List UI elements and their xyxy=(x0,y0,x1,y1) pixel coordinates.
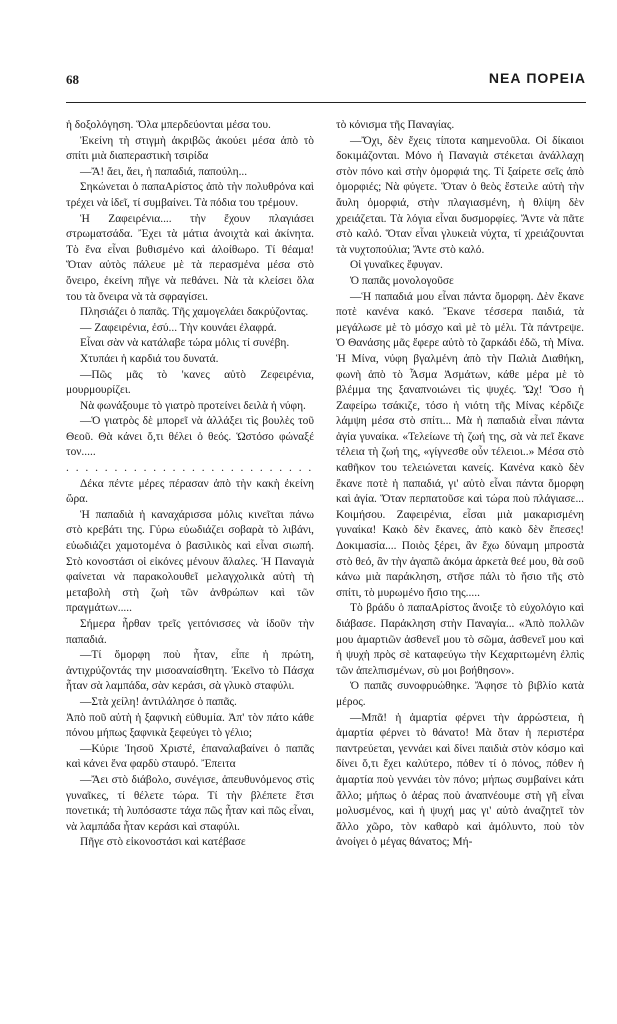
paragraph: —Τί ὄμορφη ποὺ ἦταν, εἶπε ἡ πρώτη, ἀντιχρύζοντάς την μισοαναίσθητη. Ἐκεῖνο τὸ Πάσχα ἦταν σὰ λαμπάδα, σὰν κεράσι, σὰ γλυκὸ σταφύλι. xyxy=(66,649,314,693)
paragraph: τὸ κόνισμα τῆς Παναγίας. xyxy=(336,119,455,131)
right-column xyxy=(336,118,584,1008)
paragraph: Σήμερα ἦρθαν τρεῖς γειτόνισσες νὰ ἰδοῦν τὴν παπαδιά. xyxy=(66,618,314,646)
left-column xyxy=(66,118,314,1008)
paragraph: —Ἡ παπαδιά μου εἶναι πάντα ὄμορφη. Δὲν ἔκανε ποτὲ κανένα κακό. Ἔκανε τέσσερα παιδιά, τὰ μεγάλωσε μὲ τὸ μόσχο καὶ μὲ τὸ μέλι. Τὰ πάντρεψε. Ὁ Θανάσης μᾶς ἔφερε αὐτὸ τὸ ζαρκάδι ἐδῶ, τὴ Μίνα. Ἡ Μίνα, νύφη βγαλμένη ἀπὸ τὴν Παλιὰ Διαθήκη, φωνὴ ἀπὸ τὸ Ἆσμα Ἀσμάτων, κάθε μέρα μὲ τὸ βλέμμα της ξαναπνοιώνει τὶς ψυχές. Ὤχ! Ὅσο ἡ Ζαφείρω τσάκιζε, τόσο ἡ νιότη τῆς Μίνας κέρδιζε λάμψη μέσα στὸ σπίτι... Μὰ ἡ παπαδιὰ εἶναι πάντα ἁγία γυναίκα. «Τελείωνε τὴ ζωή της, σὰ νὰ πεῖ ἔκανε τέλεια τὴ ζωή της, «γίγνεσθε οὖν τέλειοι..» Μέσα στὸ καθῆκον του τελειώνεται κανείς. Κανένα κακὸ δὲν ἔκανε ποτὲ ἡ παπαδιά, γι' αὐτὸ εἶναι πάντα ὄμορφη καὶ ἁγία. Ὅταν περπατοῦσε καὶ τώρα ποὺ πλάγιασε... Κοιμήσου. Ζαφειρένια, εἶσαι μιὰ μακαρισμένη γυναίκα! Κακὸ δὲν ἔκανες, ἀπὸ κακὸ δὲν ἔπεσες! Δοκιμασία.... Ποιὸς ξέρει, ἂν ἔχω δύναμη μπροστὰ στὸ θεό, ἂν τὴν ἀγαπῶ ἀκόμα ἀρκετὰ θεέ μου, θὰ σοῦ κάνω μιὰ παράκληση, στῆσε πάλι τὸ ἥσιο τῆς στὸ σπίτι, τὸ μυρωμένο ἥσιο της..... xyxy=(336,290,584,599)
paragraph: —Μπᾶ! ἡ ἁμαρτία φέρνει τὴν ἀρρώστεια, ἡ ἁμαρτία φέρνει τὸ θάνατο! Μὰ ὅταν ἡ περιστέρα παντρεύεται, γεννάει καὶ δίνει παιδιὰ στὸν κόσμο καὶ δίνει ὅ,τι ἔχει καλύτερο, πόθεν τί ὁ πόνος, πόθεν ἡ ἁμαρτία ποὺ γεννάει τὸν πόνο; μήπως συμβαίνει κάτι ἄλλο; μήπως ὁ ἀέρας ποὺ ἀναπνέουμε στὴ γῆ εἶναι μολυσμένος, καὶ ἡ ψυχή μας γι' αὐτὸ ἀναζητεῖ τὸν ἄλλο χῶρο, τὸν καθαρὸ καὶ ἀμόλυντο, ποὺ τὸν ἀνοίγει ὁ μέγας θάνατος; Μή- xyxy=(336,711,584,849)
paragraph: Εἶναι σὰν νὰ κατάλαβε τώρα μόλις τί συνέβη. xyxy=(80,337,290,350)
paragraph: Ἡ Ζαφειρένια.... τὴν ἔχουν πλαγιάσει στρωματσάδα. Ἔχει τὰ μάτια ἀνοιχτὰ καὶ ἀκίνητα. Τὸ ἕνα εἶναι βυθισμένο καὶ ἀλοίθωρο. Τί θέαμα! Ὅταν αὐτὸς πάλευε μὲ τὰ περασμένα μέσα στὸ ὄνειρο, ἐκείνη πῆγε νὰ πεθάνει. Νὰ τὰ κλείσει ὅλα του τὰ ὄνειρα νὰ τὰ σφραγίσει. xyxy=(66,212,314,303)
paragraph: ἡ δοξολόγηση. Ὅλα μπερδεύονται μέσα του. xyxy=(66,119,271,131)
paragraph: — Ζαφειρένια, ἐσύ... Τὴν κουνάει ἐλαφρά. xyxy=(80,321,277,334)
paragraph: . . . . . . . . . . . . . . . . . . . . . . . . . . xyxy=(66,462,314,475)
paragraph: Χτυπάει ἡ καρδιά του δυνατά. xyxy=(80,352,219,365)
paragraph: Ὁ παπᾶς συνοφρυώθηκε. Ἄφησε τὸ βιβλίο κατὰ μέρος. xyxy=(336,680,584,708)
paragraph: Οἱ γυναῖκες ἔφυγαν. xyxy=(350,259,443,272)
paragraph: Δέκα πέντε μέρες πέρασαν ἀπὸ τὴν κακὴ ἐκείνη ὥρα. xyxy=(66,477,314,506)
journal-title: ΝΕΑ ΠΟΡΕΙΑ xyxy=(488,70,586,86)
paragraph: —Ὁ γιατρὸς δὲ μπορεῖ νὰ ἀλλάξει τὶς βουλὲς τοῦ Θεοῦ. Θὰ κάνει ὅ,τι θέλει ὁ θεός. Ὡστόσο φώναξέ τον..... xyxy=(66,415,314,459)
paragraph: —Ἄ! ἄει, ἄει, ἡ παπαδιά, παπούλη... xyxy=(80,165,248,178)
paragraph: Τὸ βράδυ ὁ παπαΑρίστος ἄνοιξε τὸ εὐχολόγιο καὶ διάβασε. Παράκληση στὴν Παναγία... «Ἀπὸ πολλῶν μου ἁμαρτιῶν ἀσθενεῖ μου τὸ σῶμα, ἀσθενεῖ μου καὶ ἡ ψυχὴ πρὸς σὲ καταφεύγω τὴν Κεχαριτωμένη ἐλπὶς τῶν ἀπελπισμένων, σὺ μοι βοήθησον». xyxy=(336,602,584,677)
paragraph: —Ὄχι, δὲν ἔχεις τίποτα καημενοῦλα. Οἱ δίκαιοι δοκιμάζονται. Μόνο ἡ Παναγιὰ στέκεται ἀνάλλαχη στὸν πόνο καὶ στὴν ὀμορφιά της. Τί ξαίρετε σεῖς ἀπὸ ὀμορφιές; Νὰ φύγετε. Ὅταν ὁ θεὸς ἔστειλε αὐτὴ τὴν ἄυλη ὀμορφιά, στὴν πλαγιασμένη, ἡ θλίψη δὲν χρειάζεται. Τὰ λόγια εἶναι δυσμορφίες. Ἄντε νὰ πᾶτε στὸ καλό. Ὅταν εἶναι γλυκειὰ νύχτα, τί χρειάζουνται τὰ νυχτοπούλια; Ἄντε στὸ καλό. xyxy=(336,134,584,256)
paragraph: Νὰ φωνάξουμε τὸ γιατρὸ προτείνει δειλὰ ἡ νύφη. xyxy=(80,399,306,412)
page-header xyxy=(66,70,586,94)
paragraph: —Κύριε Ἰησοῦ Χριστέ, ἐπαναλαβαίνει ὁ παπᾶς καὶ κάνει ἕνα φαρδὺ σταυρό. Ἔπειτα xyxy=(66,742,314,771)
page-number: 68 xyxy=(66,72,79,87)
header-rule xyxy=(66,102,586,103)
paragraph: —Πῶς μᾶς τὸ 'κανες αὐτὸ Ζεφειρένια, μουρμουρίζει. xyxy=(66,368,314,397)
paragraph: Πλησιάζει ὁ παπᾶς. Τῆς χαμογελάει δακρύζοντας. xyxy=(80,306,309,319)
paragraph: —Ἄει στὸ διάβολο, συνέγισε, ἀπευθυνόμενος στὶς γυναῖκες, τί θέλετε τώρα. Τί τὴν βλέπετε ἔτσι πονετικά; τὴ λυπόσαστε τάχα πῶς ἦταν καὶ πῶς εἶναι, νὰ λαμπάδα ἦταν κεράσι καὶ σταφύλι. xyxy=(66,773,314,833)
paragraph: Σηκώνεται ὁ παπαΑρίστος ἀπὸ τὴν πολυθρόνα καὶ τρέχει νὰ ἰδεῖ, τί συμβαίνει. Τὰ πόδια του τρέμουν. xyxy=(66,181,314,209)
paragraph: Ὁ παπᾶς μονολογοῦσε xyxy=(350,274,454,287)
paragraph: Πῆγε στὸ εἰκονοστάσι καὶ κατέβασε xyxy=(80,836,246,849)
paragraph: Ἀπὸ ποῦ αὐτὴ ἡ ξαφνικὴ εὐθυμία. Ἀπ' τὸν πάτο κάθε πόνου μήπως ξαφνικὰ ξεφεύγει τὸ γέλιο; xyxy=(66,711,314,740)
paragraph: —Στὰ χείλη! ἀντιλάλησε ὁ παπᾶς. xyxy=(80,695,237,708)
paragraph: Ἡ παπαδιὰ ἡ καναχάρισσα μόλις κινεῖται πάνω στὸ κρεβάτι της. Γύρω εὐωδιάζει σοβαρὰ τὸ λιβάνι, εὐωδιάζει χαμοτομένα ὁ βασιλικὸς καὶ εἶναι σιωπή. Στὸ κονοστάσι οἱ εἰκόνες μένουν ἄλαλες. Ἡ Παναγιὰ φαίνεται νὰ παρακολουθεῖ μελαγχολικὰ αὐτὴ τὴ μεταβολὴ στὴ ζωὴ τῶν ἀνθρώπων καὶ τῶν πραγμάτων..... xyxy=(66,508,314,615)
paragraph: Ἐκείνη τὴ στιγμὴ ἀκριβῶς ἀκούει μέσα ἀπὸ τὸ σπίτι μιὰ διαπεραστικὴ τσιρίδα xyxy=(66,134,314,163)
